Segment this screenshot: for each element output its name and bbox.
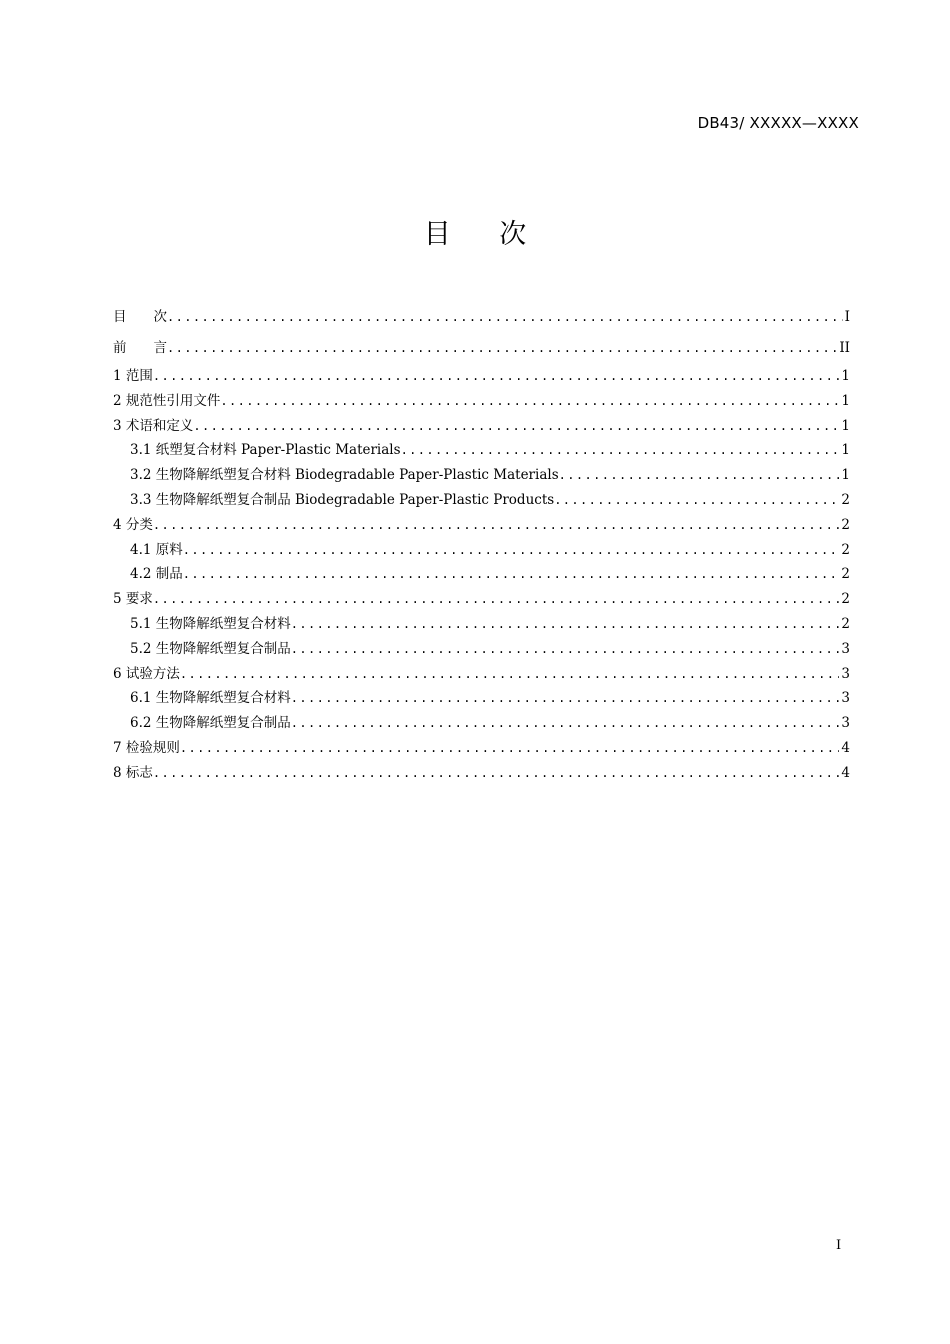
toc-entry[interactable] bbox=[113, 513, 850, 538]
toc-leader bbox=[183, 538, 840, 563]
toc-leader bbox=[291, 711, 840, 736]
toc-entry-page: 3 bbox=[841, 665, 850, 682]
toc-entry-page: 4 bbox=[841, 764, 850, 781]
toc-leader bbox=[167, 333, 837, 364]
toc-entry-label: 5.2 生物降解纸塑复合制品 bbox=[130, 640, 291, 657]
toc-leader bbox=[153, 513, 840, 538]
toc-entry-page: 2 bbox=[841, 491, 850, 508]
toc-subentry[interactable] bbox=[113, 438, 850, 463]
toc-entry-label: 5 要求 bbox=[113, 591, 153, 608]
toc-entry-label: 4 分类 bbox=[113, 516, 153, 533]
toc-entry-label: 5.1 生物降解纸塑复合材料 bbox=[130, 615, 291, 632]
toc-entry-label: 4.1 原料 bbox=[130, 541, 183, 558]
toc-leader bbox=[153, 761, 840, 786]
toc-subentry[interactable] bbox=[113, 686, 850, 711]
toc-entry-label: 目 次 bbox=[113, 309, 167, 325]
toc-entry[interactable] bbox=[113, 364, 850, 389]
page-number: I bbox=[836, 1238, 842, 1253]
toc-entry-label: 6.1 生物降解纸塑复合材料 bbox=[130, 690, 291, 707]
toc-subentry[interactable] bbox=[113, 612, 850, 637]
toc-entry[interactable] bbox=[113, 736, 850, 761]
toc-entry-page: 3 bbox=[841, 690, 850, 707]
toc-entry-label: 6.2 生物降解纸塑复合制品 bbox=[130, 715, 291, 732]
toc-entry[interactable] bbox=[113, 302, 850, 333]
toc-entry-page: 1 bbox=[841, 467, 850, 484]
toc-entry-page: 4 bbox=[841, 739, 850, 756]
toc-leader bbox=[153, 364, 840, 389]
page-title bbox=[0, 212, 950, 251]
toc-entry-page: 1 bbox=[841, 417, 850, 434]
toc-entry-page: 2 bbox=[841, 615, 850, 632]
title-char-2: 次 bbox=[499, 219, 527, 250]
toc-entry-page: 1 bbox=[841, 442, 850, 459]
toc-subentry[interactable] bbox=[113, 711, 850, 736]
toc-entry[interactable] bbox=[113, 389, 850, 414]
toc-leader bbox=[291, 686, 840, 711]
toc-entry-page: II bbox=[839, 340, 850, 356]
toc-entry-page: 3 bbox=[841, 715, 850, 732]
toc-entry[interactable] bbox=[113, 333, 850, 364]
toc-entry-page: 2 bbox=[841, 541, 850, 558]
toc-entry-label: 1 范围 bbox=[113, 368, 153, 384]
toc-leader bbox=[153, 587, 840, 612]
toc-leader bbox=[559, 463, 840, 488]
toc-entry-page: 2 bbox=[841, 566, 850, 583]
toc-entry-page: 2 bbox=[841, 591, 850, 608]
toc-entry-label: 7 检验规则 bbox=[113, 739, 180, 756]
toc-entry-page: 2 bbox=[841, 516, 850, 533]
toc-entry[interactable] bbox=[113, 662, 850, 687]
toc-entry[interactable] bbox=[113, 414, 850, 439]
toc-entry-label: 3 术语和定义 bbox=[113, 417, 194, 434]
standard-code: DB43/ XXXXX—XXXX bbox=[697, 114, 859, 132]
toc-leader bbox=[183, 562, 840, 587]
toc-entry-label: 3.3 生物降解纸塑复合制品 Biodegradable Paper-Plastic Products bbox=[130, 491, 555, 508]
toc-leader bbox=[193, 414, 839, 439]
toc-subentry[interactable] bbox=[113, 538, 850, 563]
toc-leader bbox=[180, 662, 840, 687]
toc-entry-page: 3 bbox=[841, 640, 850, 657]
toc-entry-label: 4.2 制品 bbox=[130, 566, 183, 583]
toc-entry-label: 6 试验方法 bbox=[113, 665, 180, 682]
toc-entry-page: 1 bbox=[841, 368, 850, 384]
toc-leader bbox=[220, 389, 839, 414]
toc-entry-label: 3.1 纸塑复合材料 Paper-Plastic Materials bbox=[130, 442, 401, 459]
toc-entry-page: I bbox=[844, 309, 850, 325]
toc-entry[interactable] bbox=[113, 761, 850, 786]
toc-leader bbox=[401, 438, 840, 463]
toc-subentry[interactable] bbox=[113, 562, 850, 587]
toc-subentry[interactable] bbox=[113, 488, 850, 513]
toc-leader bbox=[554, 488, 839, 513]
toc-subentry[interactable] bbox=[113, 463, 850, 488]
toc-entry-label: 3.2 生物降解纸塑复合材料 Biodegradable Paper-Plastic Materials bbox=[130, 467, 559, 484]
toc-subentry[interactable] bbox=[113, 637, 850, 662]
toc-entry[interactable] bbox=[113, 587, 850, 612]
title-char-1: 目 bbox=[423, 219, 451, 250]
toc-leader bbox=[291, 637, 840, 662]
toc-leader bbox=[167, 302, 843, 333]
toc-entry-label: 8 标志 bbox=[113, 764, 153, 781]
table-of-contents bbox=[113, 302, 850, 786]
toc-entry-label: 2 规范性引用文件 bbox=[113, 392, 221, 409]
toc-entry-label: 前 言 bbox=[113, 340, 167, 356]
toc-leader bbox=[180, 736, 840, 761]
toc-entry-page: 1 bbox=[841, 392, 850, 409]
toc-leader bbox=[291, 612, 840, 637]
